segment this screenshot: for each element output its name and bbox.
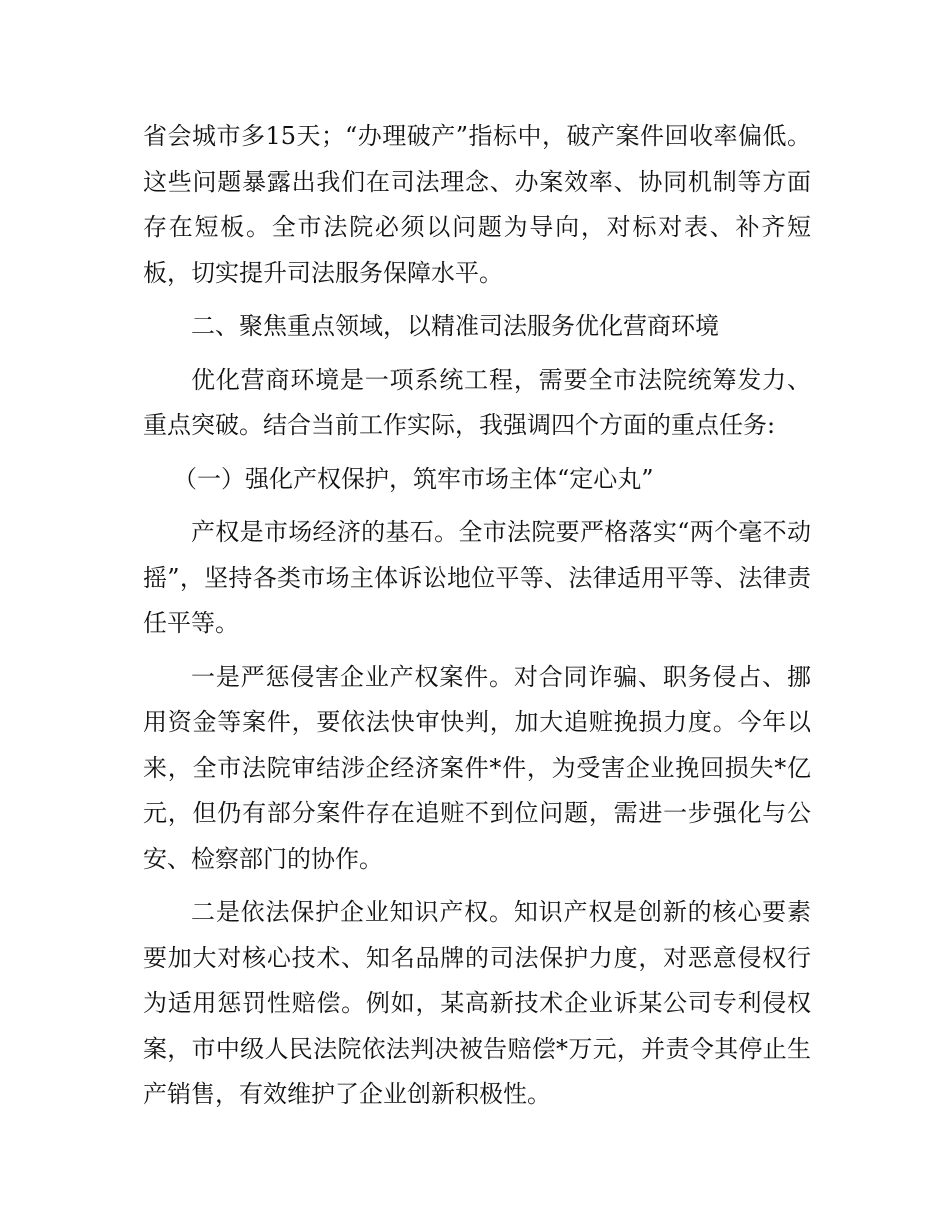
paragraph-intro: 优化营商环境是一项系统工程，需要全市法院统筹发力、重点突破。结合当前工作实际，我强调四个方面的重点任务: [143,365,811,439]
paragraph-continued: 省会城市多15天；“办理破产”指标中，破产案件回收率偏低。这些问题暴露出我们在司法理念、办案效率、协同机制等方面存在短板。全市法院必须以问题为导向，对标对表、补齐短板，切实提升司法服务保障水平。 [143,122,811,287]
section-heading: 二、聚焦重点领域，以精准司法服务优化营商环境 [191,312,719,340]
document-page [143,114,811,1126]
paragraph-point-two: 二是依法保护企业知识产权。知识产权是创新的核心要素要加大对核心技术、知名品牌的司法保护力度，对恶意侵权行为适用惩罚性赔偿。例如，某高新技术企业诉某公司专利侵权案，市中级人民法院依法判决被告赔偿*万元，并责令其停止生产销售，有效维护了企业创新积极性。 [143,898,811,1108]
paragraph-property-rights: 产权是市场经济的基石。全市法院要严格落实“两个毫不动摇”，坚持各类市场主体诉讼地位平等、法律适用平等、法律责任平等。 [143,518,811,637]
paragraph-point-one: 一是严惩侵害企业产权案件。对合同诈骗、职务侵占、挪用资金等案件，要依法快审快判，加大追赃挽损力度。今年以来，全市法院审结涉企经济案件*件，为受害企业挽回损失*亿元，但仍有部分案件存在追赃不到位问题，需进一步强化与公安、检察部门的协作。 [143,662,811,873]
subsection-heading: （一）强化产权保护，筑牢市场主体“定心丸” [173,464,654,493]
